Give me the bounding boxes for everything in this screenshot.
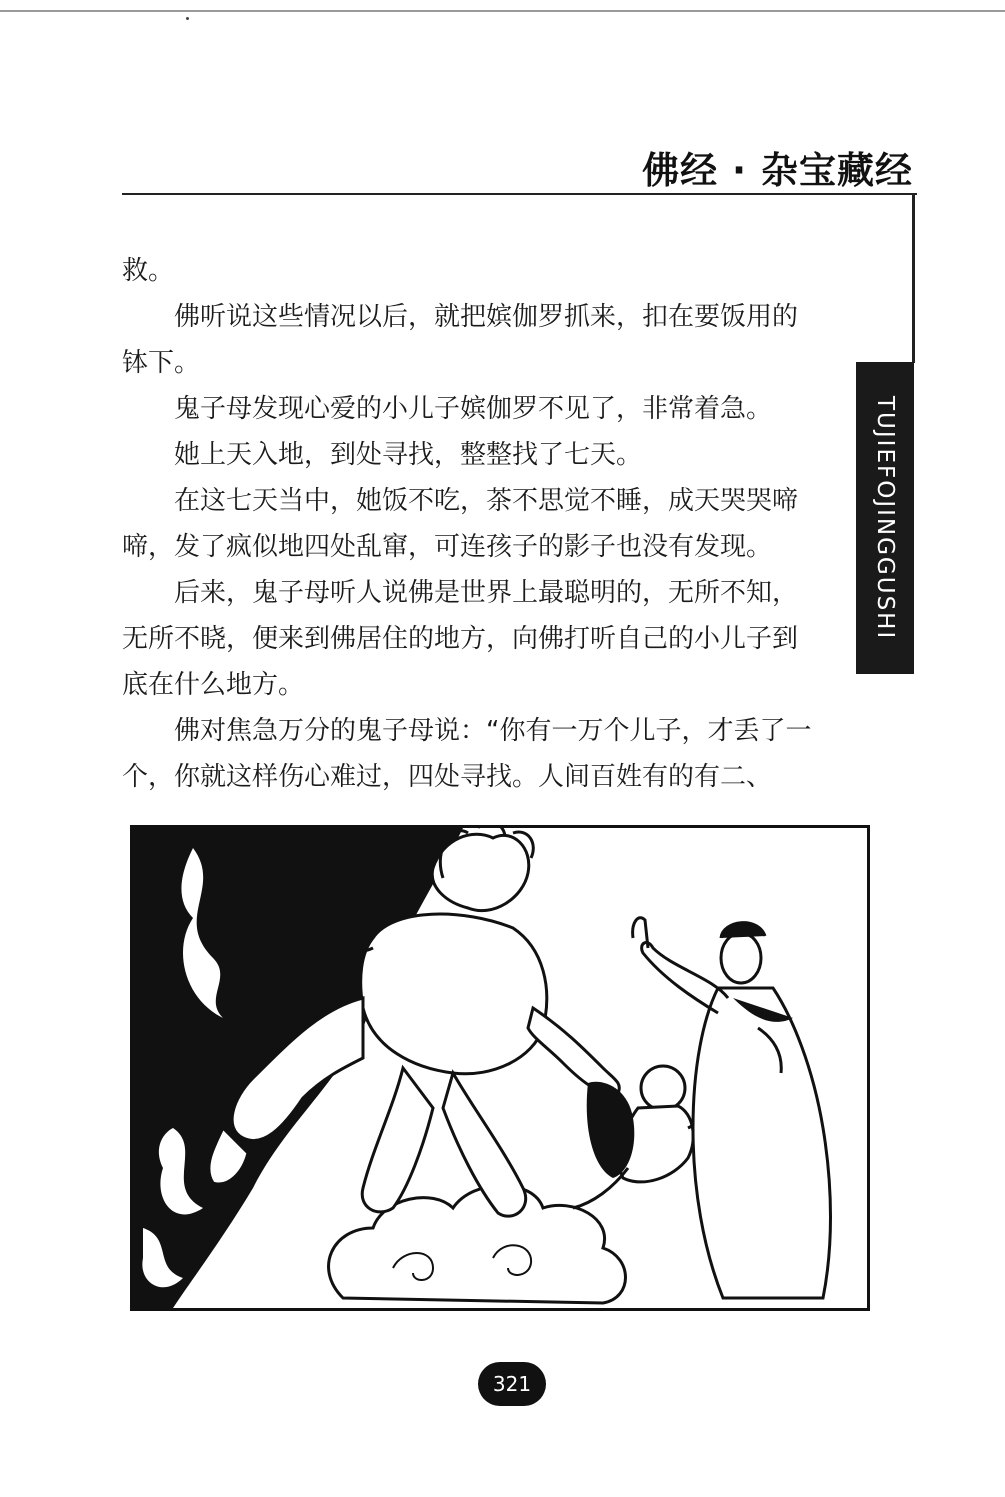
paragraph: 鬼子母发现心爱的小儿子嫔伽罗不见了，非常着急。 bbox=[174, 394, 773, 424]
running-header-title: 佛经 · 杂宝藏经 bbox=[642, 149, 913, 192]
paragraph: 救。 bbox=[122, 256, 175, 286]
side-tab-label: TUJIEFOJINGGUSHI bbox=[872, 395, 898, 641]
paragraph: 后来，鬼子母听人说佛是世界上最聪明的，无所不知，无所不晓，便来到佛居住的地方，向佛打听自己的小儿子到底在什么地方。 bbox=[122, 578, 799, 700]
line-art-illustration bbox=[130, 825, 870, 1311]
side-divider bbox=[912, 193, 915, 363]
paragraph: 佛听说这些情况以后，就把嫔伽罗抓来，扣在要饭用的钵下。 bbox=[122, 302, 799, 378]
scan-speck bbox=[186, 17, 189, 20]
top-scan-rule bbox=[0, 10, 1005, 12]
body-text bbox=[122, 248, 822, 800]
page-number-badge: 321 bbox=[478, 1362, 546, 1406]
header-divider bbox=[122, 193, 917, 195]
paragraph: 在这七天当中，她饭不吃，茶不思觉不睡，成天哭哭啼啼，发了疯似地四处乱窜，可连孩子的影子也没有发现。 bbox=[122, 486, 799, 562]
side-thumb-tab bbox=[856, 362, 914, 674]
paragraph: 佛对焦急万分的鬼子母说：“你有一万个儿子，才丢了一个，你就这样伤心难过，四处寻找。人间百姓有的有二、 bbox=[122, 716, 812, 792]
dark-cloth bbox=[587, 1082, 635, 1178]
illustration-drawing bbox=[133, 828, 867, 1308]
paragraph: 她上天入地，到处寻找，整整找了七天。 bbox=[174, 440, 643, 470]
